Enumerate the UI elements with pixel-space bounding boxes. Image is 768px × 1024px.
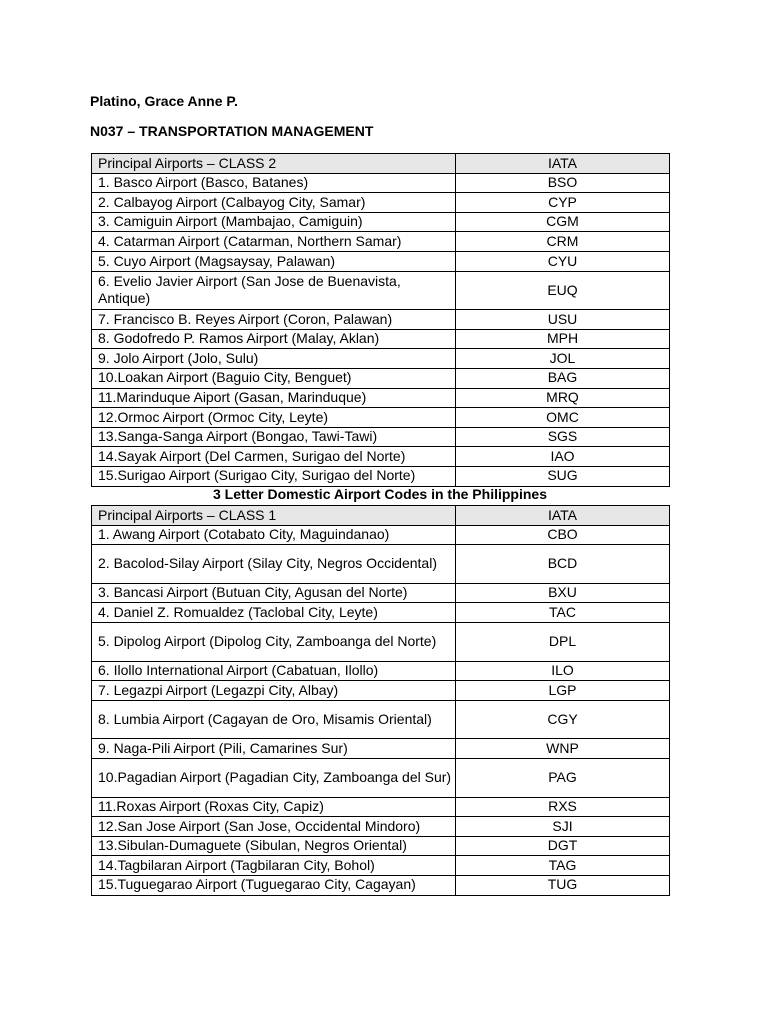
iata-code: CRM	[456, 232, 670, 252]
table-row	[92, 836, 670, 856]
class1-airport-table	[91, 505, 670, 896]
airport-name: 12.Ormoc Airport (Ormoc City, Leyte)	[92, 408, 456, 428]
iata-code: CBO	[456, 525, 670, 545]
table-row	[92, 603, 670, 623]
airport-name: 7. Legazpi Airport (Legazpi City, Albay)	[92, 681, 456, 701]
iata-code: SUG	[456, 466, 670, 486]
table-row	[92, 329, 670, 349]
iata-code: ILO	[456, 661, 670, 681]
iata-code: USU	[456, 310, 670, 330]
table-row	[92, 583, 670, 603]
table-row	[92, 875, 670, 895]
airport-name: 15.Surigao Airport (Surigao City, Surigao del Norte)	[92, 466, 456, 486]
airport-name: 13.Sanga-Sanga Airport (Bongao, Tawi-Tawi)	[92, 427, 456, 447]
table-row	[92, 700, 670, 739]
airport-name: 5. Cuyo Airport (Magsaysay, Palawan)	[92, 251, 456, 271]
table-header-row	[92, 506, 670, 526]
table-row	[92, 739, 670, 759]
table-row	[92, 310, 670, 330]
airport-name: 5. Dipolog Airport (Dipolog City, Zamboanga del Norte)	[92, 622, 456, 661]
airport-name: 3. Bancasi Airport (Butuan City, Agusan del Norte)	[92, 583, 456, 603]
iata-code: DGT	[456, 836, 670, 856]
table-row	[92, 817, 670, 837]
airport-name: 2. Calbayog Airport (Calbayog City, Samar)	[92, 193, 456, 213]
airport-name: 10.Pagadian Airport (Pagadian City, Zamboanga del Sur)	[92, 758, 456, 797]
airport-name: 14.Sayak Airport (Del Carmen, Surigao del Norte)	[92, 447, 456, 467]
course-title: N037 – TRANSPORTATION MANAGEMENT	[90, 123, 374, 139]
table-row	[92, 447, 670, 467]
table-row	[92, 232, 670, 252]
table-row	[92, 466, 670, 486]
iata-code: CGY	[456, 700, 670, 739]
iata-code: BAG	[456, 368, 670, 388]
airport-name: 8. Godofredo P. Ramos Airport (Malay, Aklan)	[92, 329, 456, 349]
column-header-airport: Principal Airports – CLASS 1	[92, 506, 456, 526]
table-row	[92, 271, 670, 310]
column-header-airport: Principal Airports – CLASS 2	[92, 154, 456, 174]
airport-name: 1. Basco Airport (Basco, Batanes)	[92, 173, 456, 193]
iata-code: TAC	[456, 603, 670, 623]
iata-code: TAG	[456, 856, 670, 876]
iata-code: DPL	[456, 622, 670, 661]
iata-code: MRQ	[456, 388, 670, 408]
airport-name: 12.San Jose Airport (San Jose, Occidental Mindoro)	[92, 817, 456, 837]
table-row	[92, 251, 670, 271]
airport-name: 8. Lumbia Airport (Cagayan de Oro, Misamis Oriental)	[92, 700, 456, 739]
section-title: 3 Letter Domestic Airport Codes in the Philippines	[213, 486, 547, 502]
airport-name: 10.Loakan Airport (Baguio City, Benguet)	[92, 368, 456, 388]
table-header-row	[92, 154, 670, 174]
iata-code: BCD	[456, 545, 670, 584]
airport-name: 2. Bacolod-Silay Airport (Silay City, Negros Occidental)	[92, 545, 456, 584]
table-row	[92, 193, 670, 213]
iata-code: IAO	[456, 447, 670, 467]
airport-name: 9. Jolo Airport (Jolo, Sulu)	[92, 349, 456, 369]
iata-code: EUQ	[456, 271, 670, 310]
airport-name: 4. Catarman Airport (Catarman, Northern Samar)	[92, 232, 456, 252]
table-row	[92, 408, 670, 428]
iata-code: PAG	[456, 758, 670, 797]
airport-name: 15.Tuguegarao Airport (Tuguegarao City, Cagayan)	[92, 875, 456, 895]
iata-code: CYP	[456, 193, 670, 213]
table-row	[92, 622, 670, 661]
iata-code: BXU	[456, 583, 670, 603]
iata-code: BSO	[456, 173, 670, 193]
airport-name: 1. Awang Airport (Cotabato City, Maguindanao)	[92, 525, 456, 545]
iata-code: TUG	[456, 875, 670, 895]
student-name: Platino, Grace Anne P.	[90, 93, 238, 109]
iata-code: CGM	[456, 212, 670, 232]
airport-name: 9. Naga-Pili Airport (Pili, Camarines Sur)	[92, 739, 456, 759]
airport-name: 14.Tagbilaran Airport (Tagbilaran City, Bohol)	[92, 856, 456, 876]
airport-name: 6. Evelio Javier Airport (San Jose de Buenavista, Antique)	[92, 271, 456, 310]
iata-code: SGS	[456, 427, 670, 447]
iata-code: RXS	[456, 797, 670, 817]
iata-code: WNP	[456, 739, 670, 759]
airport-name: 3. Camiguin Airport (Mambajao, Camiguin)	[92, 212, 456, 232]
iata-code: CYU	[456, 251, 670, 271]
table-row	[92, 525, 670, 545]
table-row	[92, 681, 670, 701]
iata-code: MPH	[456, 329, 670, 349]
table-row	[92, 545, 670, 584]
iata-code: JOL	[456, 349, 670, 369]
iata-code: SJI	[456, 817, 670, 837]
table-row	[92, 427, 670, 447]
table-row	[92, 349, 670, 369]
iata-code: OMC	[456, 408, 670, 428]
table-row	[92, 758, 670, 797]
iata-code: LGP	[456, 681, 670, 701]
table-row	[92, 173, 670, 193]
airport-name: 11.Roxas Airport (Roxas City, Capiz)	[92, 797, 456, 817]
airport-name: 13.Sibulan-Dumaguete (Sibulan, Negros Oriental)	[92, 836, 456, 856]
table-row	[92, 212, 670, 232]
column-header-iata: IATA	[456, 506, 670, 526]
column-header-iata: IATA	[456, 154, 670, 174]
class2-airport-table	[91, 153, 670, 487]
airport-name: 6. Ilollo International Airport (Cabatuan, Ilollo)	[92, 661, 456, 681]
airport-name: 11.Marinduque Aiport (Gasan, Marinduque)	[92, 388, 456, 408]
table-row	[92, 856, 670, 876]
table-row	[92, 661, 670, 681]
airport-name: 4. Daniel Z. Romualdez (Taclobal City, Leyte)	[92, 603, 456, 623]
table-row	[92, 797, 670, 817]
table-row	[92, 388, 670, 408]
table-row	[92, 368, 670, 388]
airport-name: 7. Francisco B. Reyes Airport (Coron, Palawan)	[92, 310, 456, 330]
